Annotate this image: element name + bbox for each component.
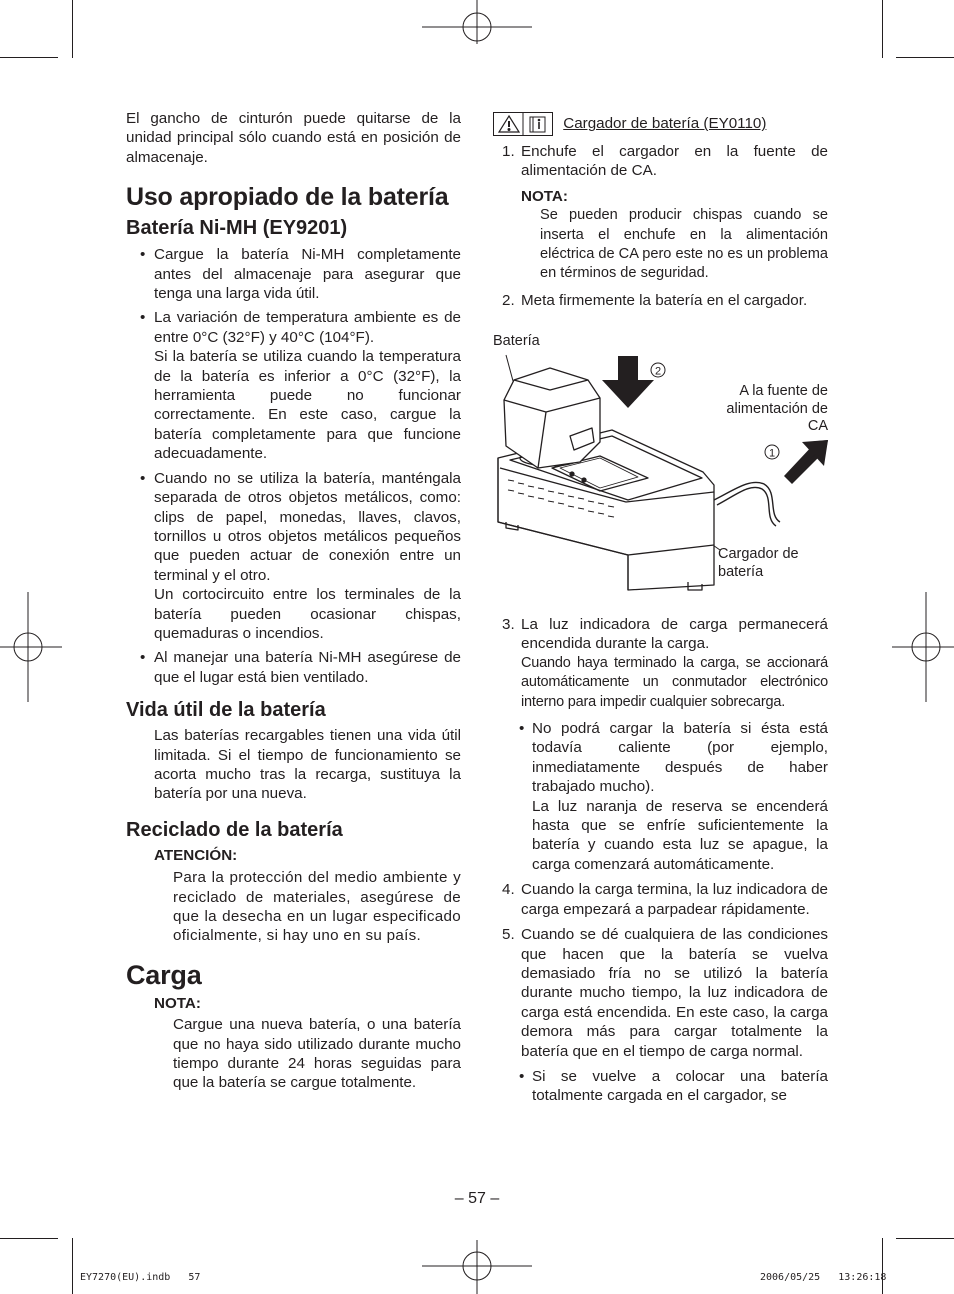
figure-label-charger: Cargador de batería [718, 546, 799, 580]
page-number: – 57 – [454, 1190, 500, 1207]
attention-text: Para la protección del medio ambiente y reciclado de materiales, asegúrese de que la desecha en un lugar especificado oficialmente, si hay uno en su país. [173, 869, 461, 945]
step-5-bullet: • Si se vuelve a colocar una batería totalmente cargada en el cargador, se [519, 1067, 828, 1105]
step-3-note: Cuando haya terminado la carga, se accionará automáticamente un conmutador electrónico interno para impedir cualquier sobrecarga. [521, 654, 828, 710]
right-column-bottom [493, 615, 828, 1106]
step-2: 2. Meta firmemente la batería en el cargador. [502, 291, 808, 309]
subsection-title-recycling: Reciclado de la batería [126, 818, 343, 841]
warning-symbols [493, 112, 553, 136]
step-3-bullet: • No podrá cargar la batería si ésta está todavía caliente (por ejemplo, inmediatamente después de haber trabajado mucho). La luz naranja de reserva se encenderá hasta que se enfríe suficientemente la batería y cuando esta luz se apague, la carga comenzará automáticamente. [519, 720, 828, 873]
battery-life-text: Las baterías recargables tienen una vida útil limitada. Si el tiempo de funcionamiento se acorta mucho tras la recarga, sustituya la batería por una nueva. [154, 727, 461, 803]
marker-1-label: 1 [768, 447, 776, 460]
list-item: • Al manejar una batería Ni-MH asegúrese de que el lugar está bien ventilado. [140, 649, 461, 686]
section-title-battery-use: Uso apropiado de la batería [126, 183, 449, 212]
charger-header-title: Cargador de batería (EY0110) [563, 115, 767, 133]
footer-timestamp: 2006/05/25 13:26:18 [760, 1272, 887, 1283]
marker-2-label: 2 [654, 365, 662, 378]
step-3: 3. La luz indicadora de carga permanecerá encendida durante la carga. [502, 616, 828, 653]
subsection-title-nimh: Batería Ni-MH (EY9201) [126, 217, 348, 240]
step-1: 1. Enchufe el cargador en la fuente de alimentación de CA. [502, 143, 828, 180]
left-column [126, 109, 461, 1093]
right-note-text: Se pueden producir chispas cuando se inserta el enchufe en la alimentación eléctrica de CA pero este no es un problema en términos de seguridad. [540, 207, 828, 282]
note-label: NOTA: [154, 994, 201, 1012]
warning-triangle-icon [499, 116, 519, 132]
list-item: • Cargue la batería Ni-MH completamente antes del almacenaje para asegurar que tenga una larga vida útil. [140, 246, 461, 303]
attention-label: ATENCIÓN: [154, 846, 238, 864]
charger-header [493, 112, 828, 136]
info-book-icon [530, 117, 545, 132]
step-5: 5. Cuando se dé cualquiera de las condiciones que hacen que la batería se vuelva demasiado fría no se utilizó la batería durante mucho tiempo, la luz indicadora de carga está encendida. En este caso, la carga demora más para cargar totalmente la batería que en el tiempo de carga normal. [502, 926, 828, 1060]
footer-file-info: EY7270(EU).indb 57 [80, 1272, 201, 1283]
section-title-charging: Carga [126, 959, 202, 990]
right-note-label: NOTA: [521, 187, 568, 205]
charger-illustration [488, 350, 833, 595]
subsection-title-battery-life: Vida útil de la batería [126, 699, 326, 722]
step-4: 4. Cuando la carga termina, la luz indicadora de carga empezará a parpadear rápidamente. [502, 881, 828, 918]
list-item: • Cuando no se utiliza la batería, manténgala separada de otros objetos metálicos, como: clips de papel, monedas, llaves, clavos, tornillos u otros objetos metálicos pequeños que pueden actuar de conexión entre un terminal y el otro. Un cortocircuito entre los terminales de la batería pueden ocasionar chispas, quemaduras o incendios. [140, 469, 461, 642]
list-item: • La variación de temperatura ambiente es de entre 0°C (32°F) y 40°C (104°F). Si la batería se utiliza cuando la temperatura de la batería es inferior a 0°C (32°F), la herramienta puede no funcionar correctamente. En este caso, cargue la batería completamente para que funcione adecuadamente. [140, 309, 461, 463]
intro-paragraph: El gancho de cinturón puede quitarse de la unidad principal sólo cuando está en posición de almacenaje. [126, 110, 461, 166]
figure-label-power: A la fuente de alimentación de CA [726, 383, 828, 434]
right-column-top [493, 112, 828, 310]
note-text: Cargue una nueva batería, o una batería que no haya sido utilizado durante mucho tiempo durante 24 horas seguidas para que la batería se cargue totalmente. [173, 1016, 461, 1092]
figure-label-battery: Batería [493, 333, 540, 349]
